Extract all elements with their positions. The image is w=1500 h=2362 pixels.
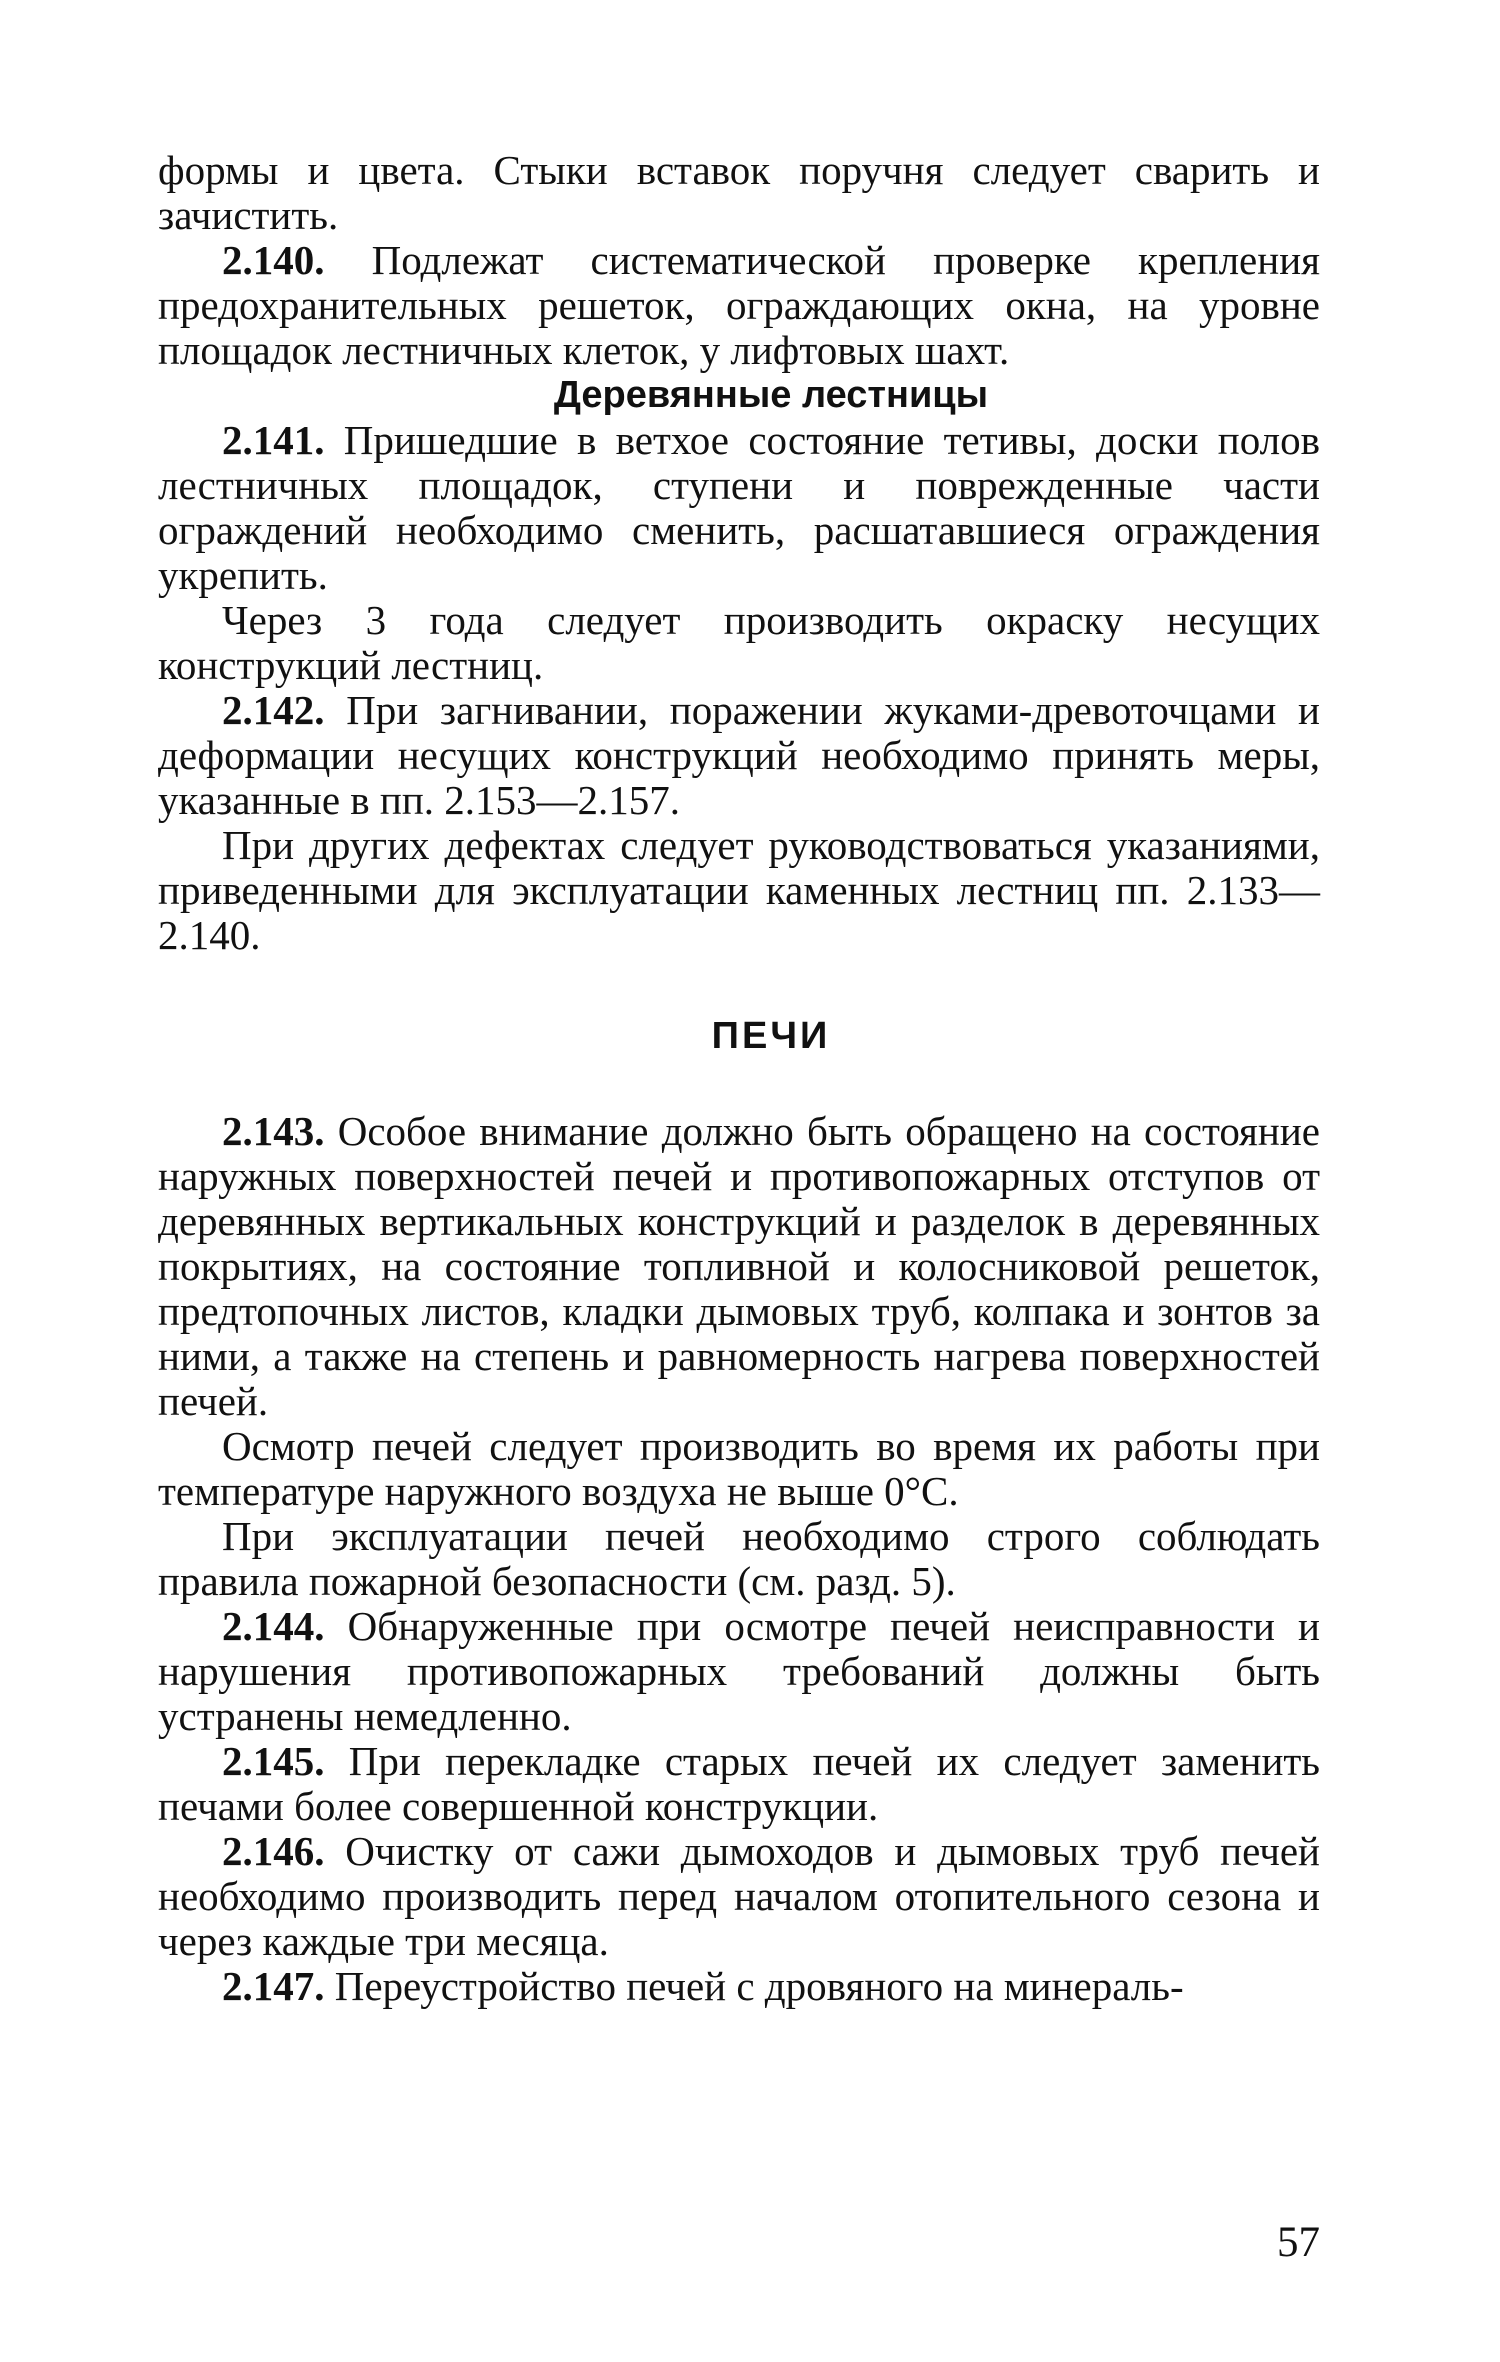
paragraph-2-143: 2.143. Особое внимание должно быть обращено на состояние наружных поверхностей печей и противопожарных отступов от деревянных вертикальных конструкций и разделок в деревянных покрытиях, на состояние топливной и колосниковой решеток, предтопочных листов, кладки дымовых труб, колпака и зонтов за ними, а также на степень и равномерность нагрева поверхностей печей.: [158, 1108, 1320, 1424]
clause-number: 2.141.: [222, 417, 325, 463]
paragraph-2-142: 2.142. При загнивании, поражении жуками-древоточцами и деформации несущих конструкций необходимо принять меры, указанные в пп. 2.153—2.157.: [158, 687, 1320, 823]
clause-number: 2.142.: [222, 687, 325, 733]
clause-number: 2.147.: [222, 1963, 325, 2009]
paragraph-2-142-cont: При других дефектах следует руководствоваться указаниями, приведенными для эксплуатации каменных лестниц пп. 2.133—2.140.: [158, 822, 1320, 958]
paragraph-2-147: 2.147. Переустройство печей с дровяного на минераль-: [222, 1963, 1184, 2009]
clause-number: 2.140.: [222, 237, 325, 283]
clause-number: 2.143.: [222, 1108, 325, 1154]
paragraph-2-141-cont: Через 3 года следует производить окраску несущих конструкций лестниц.: [158, 597, 1320, 688]
paragraph-2-143-inspection: Осмотр печей следует производить во время их работы при температуре наружного воздуха не выше 0°С.: [158, 1423, 1320, 1514]
paragraph-2-146: 2.146. Очистку от сажи дымоходов и дымовых труб печей необходимо производить перед началом отопительного сезона и через каждые три месяца.: [158, 1828, 1320, 1964]
paragraph-2-140: 2.140. Подлежат систематической проверке крепления предохранительных решеток, ограждающих окна, на уровне площадок лестничных клеток, у лифтовых шахт.: [158, 237, 1320, 373]
page-number: 57: [1277, 2219, 1320, 2266]
clause-number: 2.144.: [222, 1603, 325, 1649]
section-heading-wooden-stairs: Деревянные лестницы: [553, 374, 989, 416]
paragraph-2-144: 2.144. Обнаруженные при осмотре печей неисправности и нарушения противопожарных требований должны быть устранены немедленно.: [158, 1603, 1320, 1739]
section-heading-stoves: ПЕЧИ: [711, 1015, 831, 1057]
clause-number: 2.145.: [222, 1738, 325, 1784]
paragraph-2-141: 2.141. Пришедшие в ветхое состояние тетивы, доски полов лестничных площадок, ступени и поврежденные части ограждений необходимо сменить, расшатавшиеся ограждения укрепить.: [158, 417, 1320, 598]
paragraph-intro: формы и цвета. Стыки вставок поручня следует сварить и зачистить.: [158, 147, 1320, 238]
page-body: [158, 148, 1320, 2009]
clause-number: 2.146.: [222, 1828, 325, 1874]
paragraph-2-145: 2.145. При перекладке старых печей их следует заменить печами более совершенной конструкции.: [158, 1738, 1320, 1829]
paragraph-2-143-safety: При эксплуатации печей необходимо строго соблюдать правила пожарной безопасности (см. разд. 5).: [158, 1513, 1320, 1604]
